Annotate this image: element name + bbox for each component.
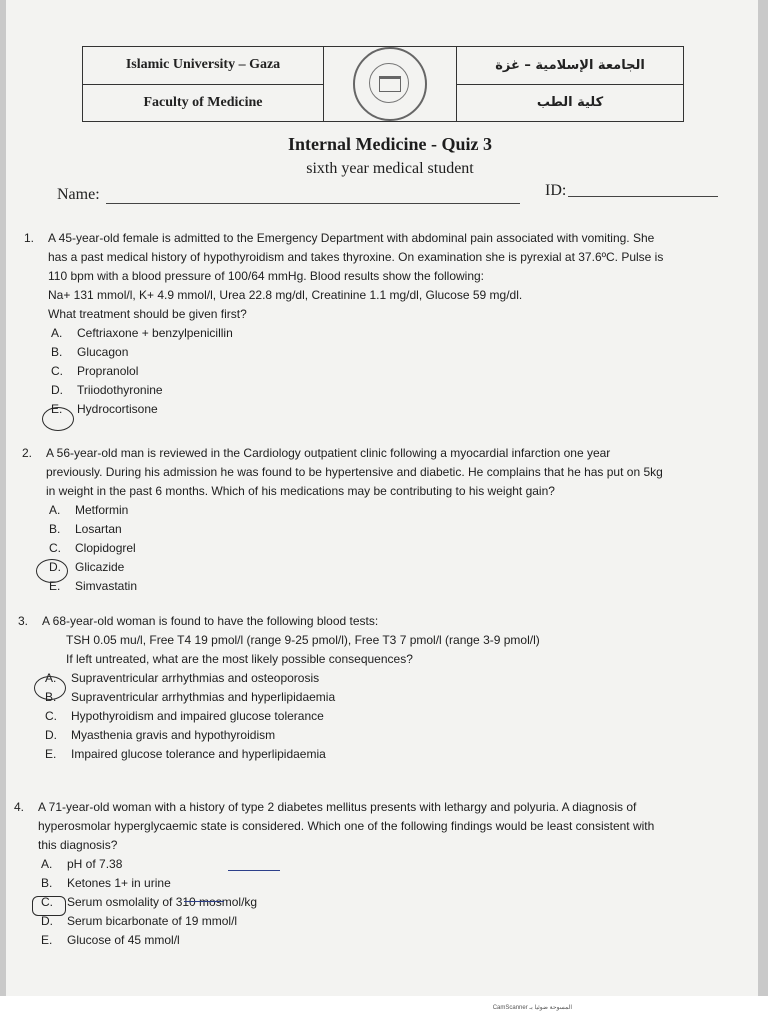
answer-option[interactable]: A. Metformin (49, 503, 129, 517)
answer-option[interactable]: B. Supraventricular arrhythmias and hyperlipidaemia (45, 690, 336, 704)
quiz-subtitle: sixth year medical student (306, 160, 474, 177)
header-table (82, 46, 684, 122)
answer-circle-q3 (34, 676, 66, 700)
university-seal-icon (353, 47, 427, 121)
faculty-name-en: Faculty of Medicine (83, 84, 324, 122)
name-field-line[interactable] (106, 203, 520, 204)
id-label: ID: (545, 182, 567, 199)
question-text-line: What treatment should be given first? (48, 307, 247, 321)
id-field-line[interactable] (568, 196, 718, 197)
answer-circle-q1 (42, 407, 74, 431)
question-text-line: A 68-year-old woman is found to have the following blood tests: (42, 614, 379, 628)
question-text-line: previously. During his admission he was found to be hypertensive and diabetic. He complains that he has put on 5kg (46, 465, 663, 479)
answer-option[interactable]: E. Simvastatin (49, 579, 138, 593)
answer-option[interactable]: B. Ketones 1+ in urine (41, 876, 171, 890)
question-text-line: If left untreated, what are the most likely possible consequences? (66, 652, 413, 666)
answer-option[interactable]: C. Clopidogrel (49, 541, 136, 555)
answer-option[interactable]: B. Glucagon (51, 345, 129, 359)
question-3: 3. A 68-year-old woman is found to have the following blood tests: TSH 0.05 mu/l, Free T4 19 pmol/l (range 9-25 pmol/l), Free T3 7 pmol/l (range 3-9 pmol/l) If left untreated, what are the most likely possible consequences? A. Supraventricular arrhythmias and osteoporosis B. Supraventricular arrhythmias and hyperlipidaemia C. Hypothyroidism and impaired glucose tolerance D. Myasthenia gravis and hypothyroidism E. Impaired glucose tolerance and hyperlipidaemia (42, 612, 540, 764)
answer-option[interactable]: A. Ceftriaxone + benzylpenicillin (51, 326, 233, 340)
question-4: 4. A 71-year-old woman with a history of type 2 diabetes mellitus presents with lethargy and polyuria. A diagnosis of hyperosmolar hyperglycaemic state is considered. Which one of the following findings would be least consistent with this diagnosis? A. pH of 7.38 B. Ketones 1+ in urine C. Serum osmolality of 310 mosmol/kg D. Serum bicarbonate of 19 mmol/l E. Glucose of 45 mmol/l (38, 798, 654, 950)
faculty-name-ar: كلية الطب (457, 84, 684, 122)
name-label: Name: (57, 186, 100, 203)
question-text-line: 110 bpm with a blood pressure of 100/64 mmHg. Blood results show the following: (48, 269, 485, 283)
scanner-watermark: CamScanner المسوحة ضوئيا بـ (492, 1005, 572, 1011)
answer-option[interactable]: C. Propranolol (51, 364, 139, 378)
answer-option[interactable]: A. pH of 7.38 (41, 857, 123, 871)
answer-option[interactable]: C. Serum osmolality of 310 mosmol/kg (41, 895, 258, 909)
question-text-line: A 56-year-old man is reviewed in the Cardiology outpatient clinic following a myocardial infarction one year (46, 446, 611, 460)
question-text-line: Na+ 131 mmol/l, K+ 4.9 mmol/l, Urea 22.8 mg/dl, Creatinine 1.1 mg/dl, Glucose 59 mg/dl. (48, 288, 523, 302)
answer-circle-q4 (32, 896, 66, 916)
question-2: 2. A 56-year-old man is reviewed in the Cardiology outpatient clinic following a myocardial infarction one year previously. During his admission he was found to be hypertensive and diabetic. He complains that he has put on 5kg in weight in the past 6 months. Which of his medications may be contributing to his weight gain? A. Metformin B. Losartan C. Clopidogrel D. Glicazide E. Simvastatin (46, 444, 663, 596)
university-name-en: Islamic University – Gaza (83, 47, 324, 85)
quiz-title: Internal Medicine - Quiz 3 (288, 134, 492, 154)
answer-option[interactable]: A. Supraventricular arrhythmias and osteoporosis (45, 671, 320, 685)
question-1: 1. A 45-year-old female is admitted to the Emergency Department with abdominal pain associated with vomiting. She has a past medical history of hypothyroidism and takes thyroxine. On examination she is pyrexial at 37.6ºC. Pulse is 110 bpm with a blood pressure of 100/64 mmHg. Blood results show the following: Na+ 131 mmol/l, K+ 4.9 mmol/l, Urea 22.8 mg/dl, Creatinine 1.1 mg/dl, Glucose 59 mg/dl. What treatment should be given first? A. Ceftriaxone + benzylpenicillin B. Glucagon C. Propranolol D. Triiodothyronine E. Hydrocortisone (48, 229, 663, 419)
answer-option[interactable]: B. Losartan (49, 522, 122, 536)
footer-strip (0, 996, 768, 1024)
logo-cell (324, 47, 457, 122)
answer-option[interactable]: E. Hydrocortisone (51, 402, 158, 416)
answer-option[interactable]: D. Serum bicarbonate of 19 mmol/l (41, 914, 238, 928)
question-text-line: A 71-year-old woman with a history of type 2 diabetes mellitus presents with lethargy and polyuria. A diagnosis of (38, 800, 637, 814)
answer-option[interactable]: D. Myasthenia gravis and hypothyroidism (45, 728, 276, 742)
answer-option[interactable]: C. Hypothyroidism and impaired glucose tolerance (45, 709, 324, 723)
question-text-line: in weight in the past 6 months. Which of his medications may be contributing to his weight gain? (46, 484, 555, 498)
answer-option[interactable]: E. Glucose of 45 mmol/l (41, 933, 180, 947)
question-text-line: this diagnosis? (38, 838, 118, 852)
answer-circle-q2 (36, 559, 68, 583)
question-text-line: has a past medical history of hypothyroidism and takes thyroxine. On examination she is pyrexial at 37.6ºC. Pulse is (48, 250, 664, 264)
question-text-line: A 45-year-old female is admitted to the Emergency Department with abdominal pain associated with vomiting. She (48, 231, 655, 245)
answer-option[interactable]: D. Glicazide (49, 560, 125, 574)
answer-option[interactable]: E. Impaired glucose tolerance and hyperlipidaemia (45, 747, 326, 761)
question-text-line: hyperosmolar hyperglycaemic state is considered. Which one of the following findings would be least consistent with (38, 819, 655, 833)
question-text-line: TSH 0.05 mu/l, Free T4 19 pmol/l (range 9-25 pmol/l), Free T3 7 pmol/l (range 3-9 pmol/l) (66, 633, 540, 647)
university-name-ar: الجامعة الإسلامية – غزة (457, 47, 684, 85)
handwritten-mark (228, 870, 280, 871)
answer-option[interactable]: D. Triiodothyronine (51, 383, 163, 397)
handwritten-underline (184, 901, 224, 902)
